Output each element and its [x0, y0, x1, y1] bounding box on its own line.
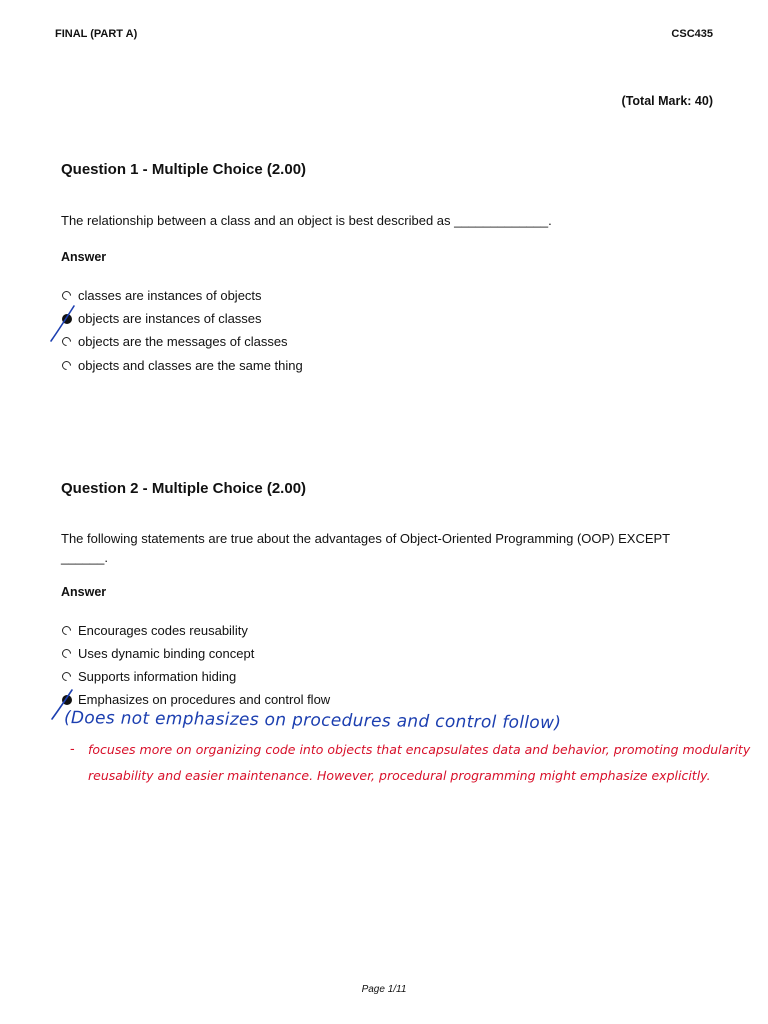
option-label: objects and classes are the same thing — [78, 358, 303, 373]
q2-option-4[interactable] — [62, 692, 330, 707]
question-1-title: Question 1 - Multiple Choice (2.00) — [61, 161, 307, 178]
radio-selected-icon[interactable] — [62, 695, 72, 705]
total-mark: (Total Mark: 40) — [621, 94, 713, 108]
radio-empty-icon[interactable] — [62, 361, 72, 371]
radio-empty-icon[interactable] — [62, 291, 72, 301]
q2-option-3[interactable] — [62, 669, 236, 684]
radio-empty-icon[interactable] — [62, 626, 72, 636]
handwritten-blue-note: (Does not emphasizes on procedures and control follow) — [63, 708, 562, 734]
q2-option-2[interactable] — [62, 646, 254, 661]
q1-option-1[interactable] — [62, 288, 262, 303]
header-left: FINAL (PART A) — [55, 28, 138, 40]
radio-empty-icon[interactable] — [62, 649, 72, 659]
question-2-answer-label: Answer — [61, 585, 107, 599]
option-label: classes are instances of objects — [78, 288, 262, 303]
handwritten-red-note-line-1: focuses more on organizing code into objects that encapsulates data and behavior, promoting modularity — [88, 742, 751, 757]
handwritten-red-note-line-2: reusability and easier maintenance. However, procedural programming might emphasize explicitly. — [88, 768, 711, 783]
option-label: Supports information hiding — [78, 669, 237, 684]
option-label: objects are the messages of classes — [78, 334, 288, 349]
header-right: CSC435 — [671, 28, 713, 40]
handwritten-red-dash: - — [70, 740, 75, 756]
page-number: Page 1/11 — [361, 984, 407, 995]
q1-option-3[interactable] — [62, 334, 288, 349]
question-2-title: Question 2 - Multiple Choice (2.00) — [61, 480, 307, 497]
q1-option-2[interactable] — [62, 311, 262, 326]
radio-selected-icon[interactable] — [62, 314, 72, 324]
question-1-answer-label: Answer — [61, 250, 107, 264]
radio-empty-icon[interactable] — [62, 672, 72, 682]
option-label: objects are instances of classes — [78, 311, 262, 326]
option-label: Uses dynamic binding concept — [78, 646, 255, 661]
radio-empty-icon[interactable] — [62, 337, 72, 347]
question-1-text: The relationship between a class and an object is best described as _____________. — [61, 213, 552, 228]
q1-option-4[interactable] — [62, 358, 303, 373]
option-label: Emphasizes on procedures and control flow — [78, 692, 331, 707]
option-label: Encourages codes reusability — [78, 623, 248, 638]
question-2-text: The following statements are true about the advantages of Object-Oriented Programming (OOP) EXCEPT ______. — [61, 531, 670, 565]
q2-option-1[interactable] — [62, 623, 248, 638]
